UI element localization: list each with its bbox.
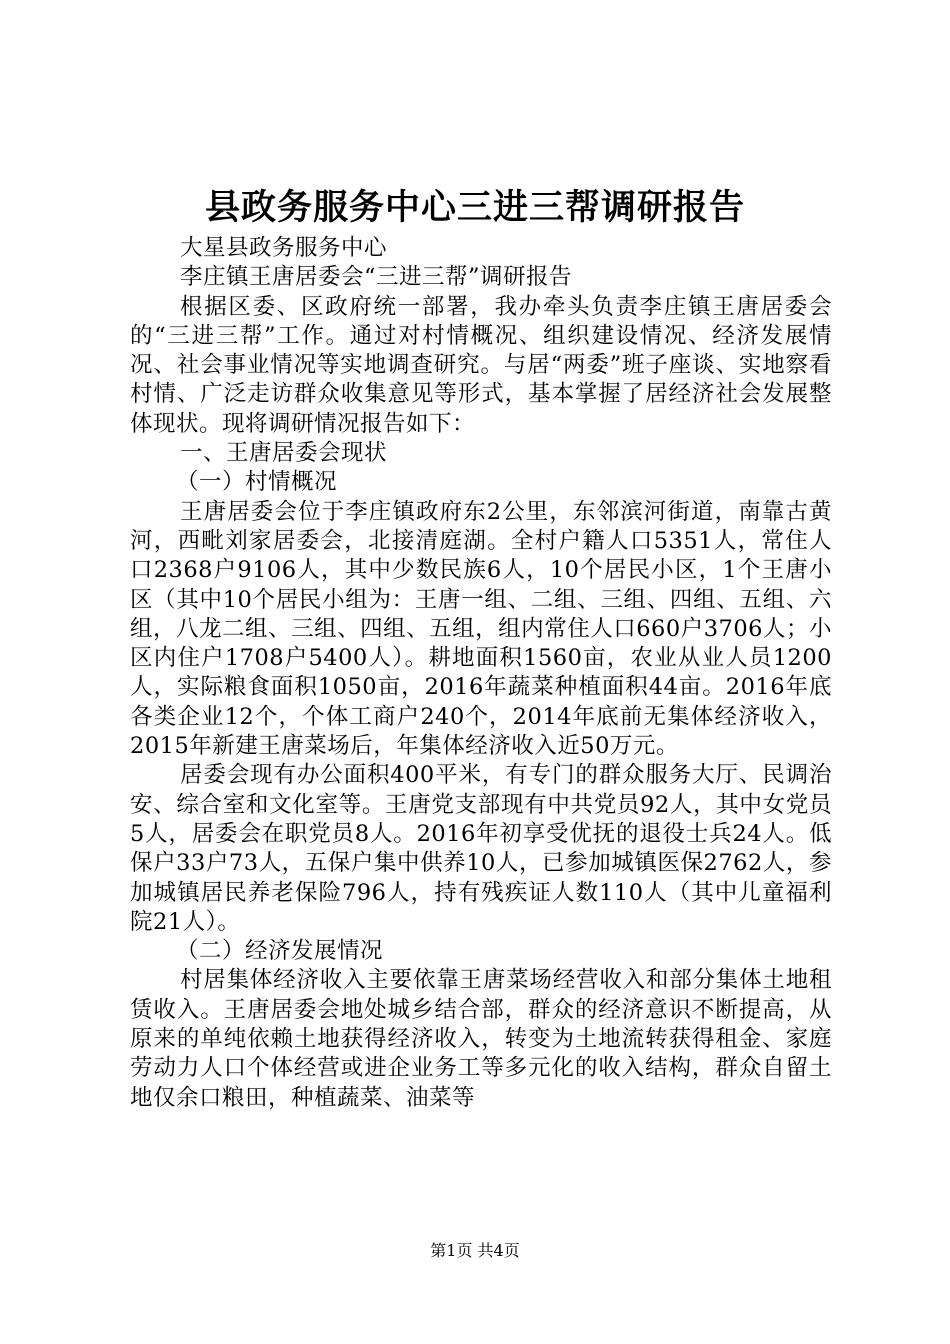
org-name-line: 大星县政务服务中心: [180, 235, 388, 261]
document-title: 县政务服务中心三进三帮调研报告: [204, 187, 745, 228]
page-footer: 第1页 共4页: [430, 1241, 520, 1260]
subsection-heading-1: （一）村情概况: [176, 469, 338, 496]
economy-paragraph: 村居集体经济收入主要依靠王唐菜场经营收入和部分集体土地租赁收入。王唐居委会地处城乡结合部，群众的经济意识不断提高，从原来的单纯依赖土地获得经济收入，转变为土地流转获得租金、家庭劳动力人口个体经营或进企业务工等多元化的收入结构，群众自留土地仅余口粮田，种植蔬菜、油菜等: [130, 967, 832, 1111]
document-body: [130, 234, 832, 1113]
section-heading-1: 一、王唐居委会现状: [180, 440, 388, 467]
subsection-heading-2: （二）经济发展情况: [176, 938, 384, 965]
intro-paragraph: 根据区委、区政府统一部署，我办牵头负责李庄镇王唐居委会的“三进三帮”工作。通过对村情概况、组织建设情况、经济发展情况、社会事业情况等实地调查研究。与居“两委”班子座谈、实地察看村情、广泛走访群众收集意见等形式，基本掌握了居经济社会发展整体现状。现将调研情况报告如下：: [130, 293, 832, 437]
village-overview-paragraph: 王唐居委会位于李庄镇政府东2公里，东邻滨河街道，南靠古黄河，西毗刘家居委会，北接清庭湖。全村户籍人口5351人，常住人口2368户9106人，其中少数民族6人，10个居民小区，1个王唐小区（其中10个居民小组为：王唐一组、二组、三组、四组、五组、六组，八龙二组、三组、四组、五组，组内常住人口660户3706人；小区内住户1708户5400人）。耕地面积1560亩，农业从业人员1200人，实际粮食面积1050亩，2016年蔬菜种植面积44亩。2016年底各类企业12个，个体工商户240个，2014年底前无集体经济收入，2015年新建王唐菜场后，年集体经济收入近50万元。: [130, 498, 832, 760]
committee-facilities-paragraph: 居委会现有办公面积400平米，有专门的群众服务大厅、民调治安、综合室和文化室等。王唐党支部现有中共党员92人，其中女党员5人，居委会在职党员8人。2016年初享受优抚的退役士兵24人。低保户33户73人，五保户集中供养10人，已参加城镇医保2762人，参加城镇居民养老保险796人，持有残疾证人数110人（其中儿童福利院21人）。: [130, 762, 832, 935]
report-subtitle-line: 李庄镇王唐居委会“三进三帮”调研报告: [180, 264, 573, 291]
